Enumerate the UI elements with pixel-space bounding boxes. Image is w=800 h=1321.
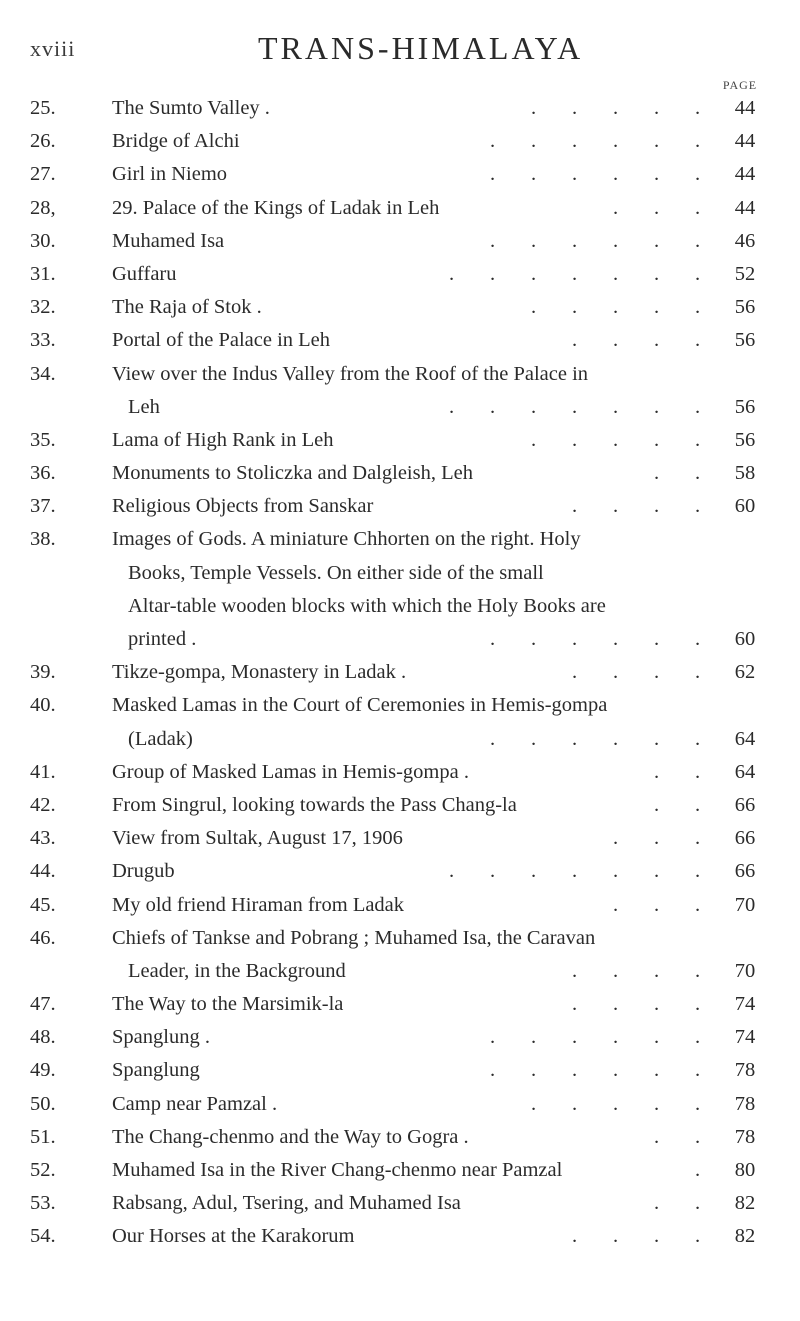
entry-number: 53. (30, 1192, 56, 1215)
entry-page-number: 70 (734, 893, 756, 916)
entry-line (30, 988, 770, 1021)
leader-dots: . . . . . . (490, 163, 701, 186)
leader-dots: . . . . . (531, 296, 701, 319)
leader-dots: . . . . . . (490, 1059, 701, 1082)
list-item (30, 1187, 770, 1220)
entry-number: 52. (30, 1159, 56, 1181)
entry-page-number: 66 (734, 860, 756, 883)
entry-page-number: 78 (734, 1125, 756, 1148)
list-item (30, 1088, 770, 1121)
entry-number: 49. (30, 1059, 56, 1082)
list-item (30, 855, 770, 888)
list-item (30, 1121, 770, 1154)
entry-page-number: 56 (734, 428, 756, 451)
entry-line (30, 590, 770, 623)
entry-page-number: 78 (734, 1092, 756, 1115)
leader-dots: . . . (613, 196, 701, 219)
entry-title: Leh (128, 395, 160, 418)
entry-page-number: 56 (734, 395, 756, 418)
entry-title: Lama of High Rank in Leh (112, 428, 334, 451)
entry-line (30, 1054, 770, 1087)
entry-page-number: 66 (734, 827, 756, 850)
entry-title: Chiefs of Tankse and Pobrang ; Muhamed Isa, the Caravan (112, 926, 596, 949)
entry-line (30, 291, 770, 324)
entry-title: printed . (128, 628, 197, 650)
folio-number: xviii (30, 36, 76, 61)
list-item (30, 1054, 770, 1087)
list-item (30, 756, 770, 789)
entry-line (30, 1220, 770, 1253)
entry-page-number: 70 (734, 959, 756, 982)
entry-title: 29. Palace of the Kings of Ladak in Leh (112, 196, 440, 219)
entry-line (30, 1021, 770, 1054)
list-item (30, 656, 770, 689)
entry-line (30, 125, 770, 158)
entry-title: The Chang-chenmo and the Way to Gogra . (112, 1125, 469, 1148)
entry-line (30, 225, 770, 258)
list-item (30, 125, 770, 158)
list-item (30, 457, 770, 490)
entry-number: 46. (30, 926, 56, 949)
entry-line (30, 822, 770, 855)
entry-title: Religious Objects from Sanskar (112, 495, 374, 518)
list-item (30, 789, 770, 822)
entry-title: Spanglung . (112, 1026, 210, 1049)
entry-number: 39. (30, 661, 56, 684)
entry-line (30, 324, 770, 357)
leader-dots: . . . . (572, 495, 701, 518)
entry-line (30, 789, 770, 822)
list-item (30, 922, 770, 988)
entry-line (30, 490, 770, 523)
entry-number: 38. (30, 528, 56, 551)
entry-page-number: 74 (734, 1026, 756, 1049)
entry-line (30, 623, 770, 656)
entry-page-number: 64 (734, 760, 756, 783)
entry-title: Girl in Niemo (112, 163, 228, 186)
list-item (30, 689, 770, 755)
list-item (30, 92, 770, 125)
entry-title: Portal of the Palace in Leh (112, 329, 331, 352)
leader-dots: . . . . (572, 661, 701, 684)
entry-line (30, 656, 770, 689)
list-item (30, 523, 770, 656)
leader-dots: . . . . . . (490, 628, 701, 650)
entry-number: 40. (30, 694, 56, 717)
entry-title: Masked Lamas in the Court of Ceremonies in Hemis-gompa (112, 694, 608, 717)
entry-number: 28, (30, 196, 56, 219)
leader-dots: . . . . . . (490, 130, 701, 153)
running-title: TRANS-HIMALAYA (258, 30, 584, 66)
list-item (30, 1021, 770, 1054)
entry-page-number: 62 (734, 661, 756, 684)
list-item (30, 358, 770, 424)
entry-page-number: 52 (734, 262, 756, 285)
entry-title: Spanglung (112, 1059, 200, 1082)
entry-title: The Way to the Marsimik-la (112, 993, 344, 1016)
list-item (30, 988, 770, 1021)
entry-title: Muhamed Isa (112, 229, 225, 252)
list-item (30, 258, 770, 291)
entry-title: Monuments to Stoliczka and Dalgleish, Leh (112, 462, 473, 485)
leader-dots: . . . . . (531, 97, 701, 119)
entry-page-number: 44 (734, 130, 756, 153)
entry-title: The Sumto Valley . (112, 97, 270, 119)
entry-title: (Ladak) (128, 727, 193, 750)
leader-dots: . (695, 1159, 701, 1181)
leader-dots: . . . (613, 827, 701, 850)
entry-line (30, 457, 770, 490)
entry-title: View over the Indus Valley from the Roof of the Palace in (112, 362, 589, 385)
entry-number: 34. (30, 362, 56, 385)
entry-page-number: 64 (734, 727, 756, 750)
entry-line (30, 955, 770, 988)
entry-number: 42. (30, 793, 56, 816)
entry-line (30, 92, 770, 125)
leader-dots: . . . (613, 893, 701, 916)
entry-title: Drugub (112, 860, 175, 883)
entry-title: Guffaru (112, 262, 177, 285)
entry-line (30, 1154, 770, 1187)
entry-number: 47. (30, 993, 56, 1016)
entry-number: 31. (30, 262, 56, 285)
entry-page-number: 60 (734, 495, 756, 518)
entry-line (30, 391, 770, 424)
entry-page-number: 44 (734, 196, 756, 219)
entry-number: 35. (30, 428, 56, 451)
entry-number: 25. (30, 97, 56, 119)
entry-page-number: 56 (734, 329, 756, 352)
entry-number: 45. (30, 893, 56, 916)
entry-title: Images of Gods. A miniature Chhorten on the right. Holy (112, 528, 581, 551)
page-column-label: PAGE (722, 78, 758, 92)
entry-title: Our Horses at the Karakorum (112, 1225, 355, 1248)
leader-dots: . . . . . . . (449, 860, 701, 883)
entry-line (30, 258, 770, 291)
list-item (30, 1154, 770, 1187)
entry-number: 48. (30, 1026, 56, 1049)
entry-number: 50. (30, 1092, 56, 1115)
leader-dots: . . . . . . (490, 727, 701, 750)
entry-number: 37. (30, 495, 56, 518)
entry-number: 41. (30, 760, 56, 783)
leader-dots: . . . . (572, 329, 701, 352)
entry-title: My old friend Hiraman from Ladak (112, 893, 405, 916)
leader-dots: . . . . (572, 1225, 701, 1248)
entry-title: From Singrul, looking towards the Pass Chang-la (112, 793, 517, 816)
entry-page-number: 56 (734, 296, 756, 319)
entry-number: 44. (30, 860, 56, 883)
entry-page-number: 66 (734, 793, 756, 816)
list-item (30, 324, 770, 357)
entry-number: 51. (30, 1125, 56, 1148)
entry-title: Group of Masked Lamas in Hemis-gompa . (112, 760, 469, 783)
entry-title: Muhamed Isa in the River Chang-chenmo near Pamzal (112, 1159, 563, 1181)
entry-title: Leader, in the Background (128, 959, 346, 982)
entry-line (30, 424, 770, 457)
entry-line (30, 689, 770, 722)
entry-line (30, 889, 770, 922)
entry-line (30, 723, 770, 756)
list-item (30, 490, 770, 523)
list-item (30, 822, 770, 855)
leader-dots: . . (654, 462, 701, 485)
entry-number: 32. (30, 296, 56, 319)
list-item (30, 1220, 770, 1253)
entry-line (30, 557, 770, 590)
leader-dots: . . . . . . . (449, 395, 701, 418)
page-header (30, 30, 770, 66)
entry-page-number: 82 (734, 1192, 756, 1215)
leader-dots: . . . . . . (490, 229, 701, 252)
entry-line (30, 1187, 770, 1220)
list-item (30, 291, 770, 324)
entry-line (30, 158, 770, 191)
leader-dots: . . . . . (531, 428, 701, 451)
entry-line (30, 358, 770, 391)
entry-page-number: 80 (734, 1159, 756, 1181)
entry-page-number: 82 (734, 1225, 756, 1248)
entry-title: View from Sultak, August 17, 1906 (112, 827, 403, 850)
list-item (30, 192, 770, 225)
entry-title: The Raja of Stok . (112, 296, 262, 319)
entry-page-number: 44 (734, 163, 756, 186)
entry-line (30, 192, 770, 225)
leader-dots: . . . . . . (490, 1026, 701, 1049)
entry-title: Tikze-gompa, Monastery in Ladak . (112, 661, 407, 684)
entry-line (30, 523, 770, 556)
leader-dots: . . (654, 1125, 701, 1148)
leader-dots: . . . . (572, 993, 701, 1016)
list-item (30, 889, 770, 922)
leader-dots: . . . . . . . (449, 262, 701, 285)
illustration-list (30, 92, 770, 1254)
entry-title: Camp near Pamzal . (112, 1092, 278, 1115)
entry-page-number: 44 (734, 97, 756, 119)
entry-number: 27. (30, 163, 56, 186)
entry-line (30, 1088, 770, 1121)
entry-page-number: 74 (734, 993, 756, 1016)
entry-number: 30. (30, 229, 56, 252)
entry-number: 26. (30, 130, 56, 153)
entry-line (30, 922, 770, 955)
leader-dots: . . (654, 1192, 701, 1215)
entry-number: 43. (30, 827, 56, 850)
list-item (30, 424, 770, 457)
entry-number: 54. (30, 1225, 56, 1248)
entry-title: Books, Temple Vessels. On either side of the small (128, 561, 544, 584)
entry-number: 36. (30, 462, 56, 485)
leader-dots: . . . . . (531, 1092, 701, 1115)
entry-title: Altar-table wooden blocks with which the Holy Books are (128, 594, 606, 617)
leader-dots: . . (654, 793, 701, 816)
list-item (30, 225, 770, 258)
entry-page-number: 58 (734, 462, 756, 485)
entry-title: Rabsang, Adul, Tsering, and Muhamed Isa (112, 1192, 461, 1215)
entry-page-number: 78 (734, 1059, 756, 1082)
entry-title: Bridge of Alchi (112, 130, 240, 153)
entry-line (30, 1121, 770, 1154)
entry-line (30, 756, 770, 789)
entry-line (30, 855, 770, 888)
leader-dots: . . . . (572, 959, 701, 982)
list-item (30, 158, 770, 191)
entry-page-number: 46 (734, 229, 756, 252)
entry-page-number: 60 (734, 628, 756, 650)
leader-dots: . . (654, 760, 701, 783)
entry-number: 33. (30, 329, 56, 352)
